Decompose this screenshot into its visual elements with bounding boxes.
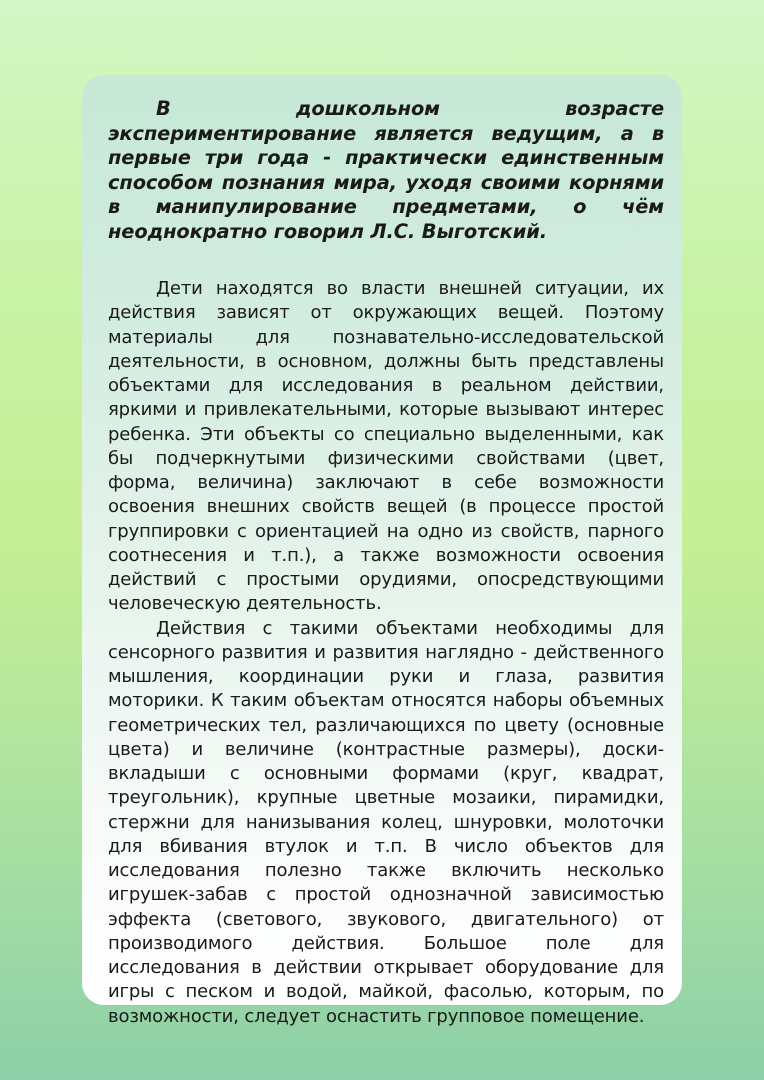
body-paragraph: Действия с такими объектами необходимы для сенсорного развития и развития наглядно - действенного мышления, координации руки и глаза, развития моторики. К таким объектам относятся наборы объемных геометрических тел, различающихся по цвету (основные цвета) и величине (контрастные размеры), доски- вкладыши с основными формами (круг, квадрат, треугольник), крупные цветные мозаики, пирамидки, стержни для нанизывания колец, шнуровки, молоточки для вбивания втулок и т.п. В число объектов для исследования полезно также включить несколько игрушек-забав с простой однозначной зависимостью эффекта (светового, звукового, двигательного) от производимого действия. Большое поле для исследования в действии открывает оборудование для игры с песком и водой, майкой, фасолью, которым, по возможности, следует оснастить групповое помещение. — [108, 617, 664, 1027]
body-paragraph: Дети находятся во власти внешней ситуации, их действия зависят от окружающих вещей. Поэтому материалы для познавательно-исследовательской деятельности, в основном, должны быть представлены объектами для исследования в реальном действии, яркими и привлекательными, которые вызывают интерес ребенка. Эти объекты со специально выделенными, как бы подчеркнутыми физическими свойствами (цвет, форма, величина) заключают в себе возможности освоения внешних свойств вещей (в процессе простой группировки с ориентацией на одно из свойств, парного соотнесения и т.п.), а также возможности освоения действий с простыми орудиями, опосредствующими человеческую деятельность. — [108, 278, 664, 615]
text-card — [82, 75, 682, 1027]
body-text — [108, 277, 664, 1029]
intro-paragraph: В дошкольном возрасте экспериментирование является ведущим, а в первые три года - практически единственным способом познания мира, уходя своими корнями в манипулирование предметами, о чём неоднократно говорил Л.С. Выготский. — [108, 97, 664, 243]
